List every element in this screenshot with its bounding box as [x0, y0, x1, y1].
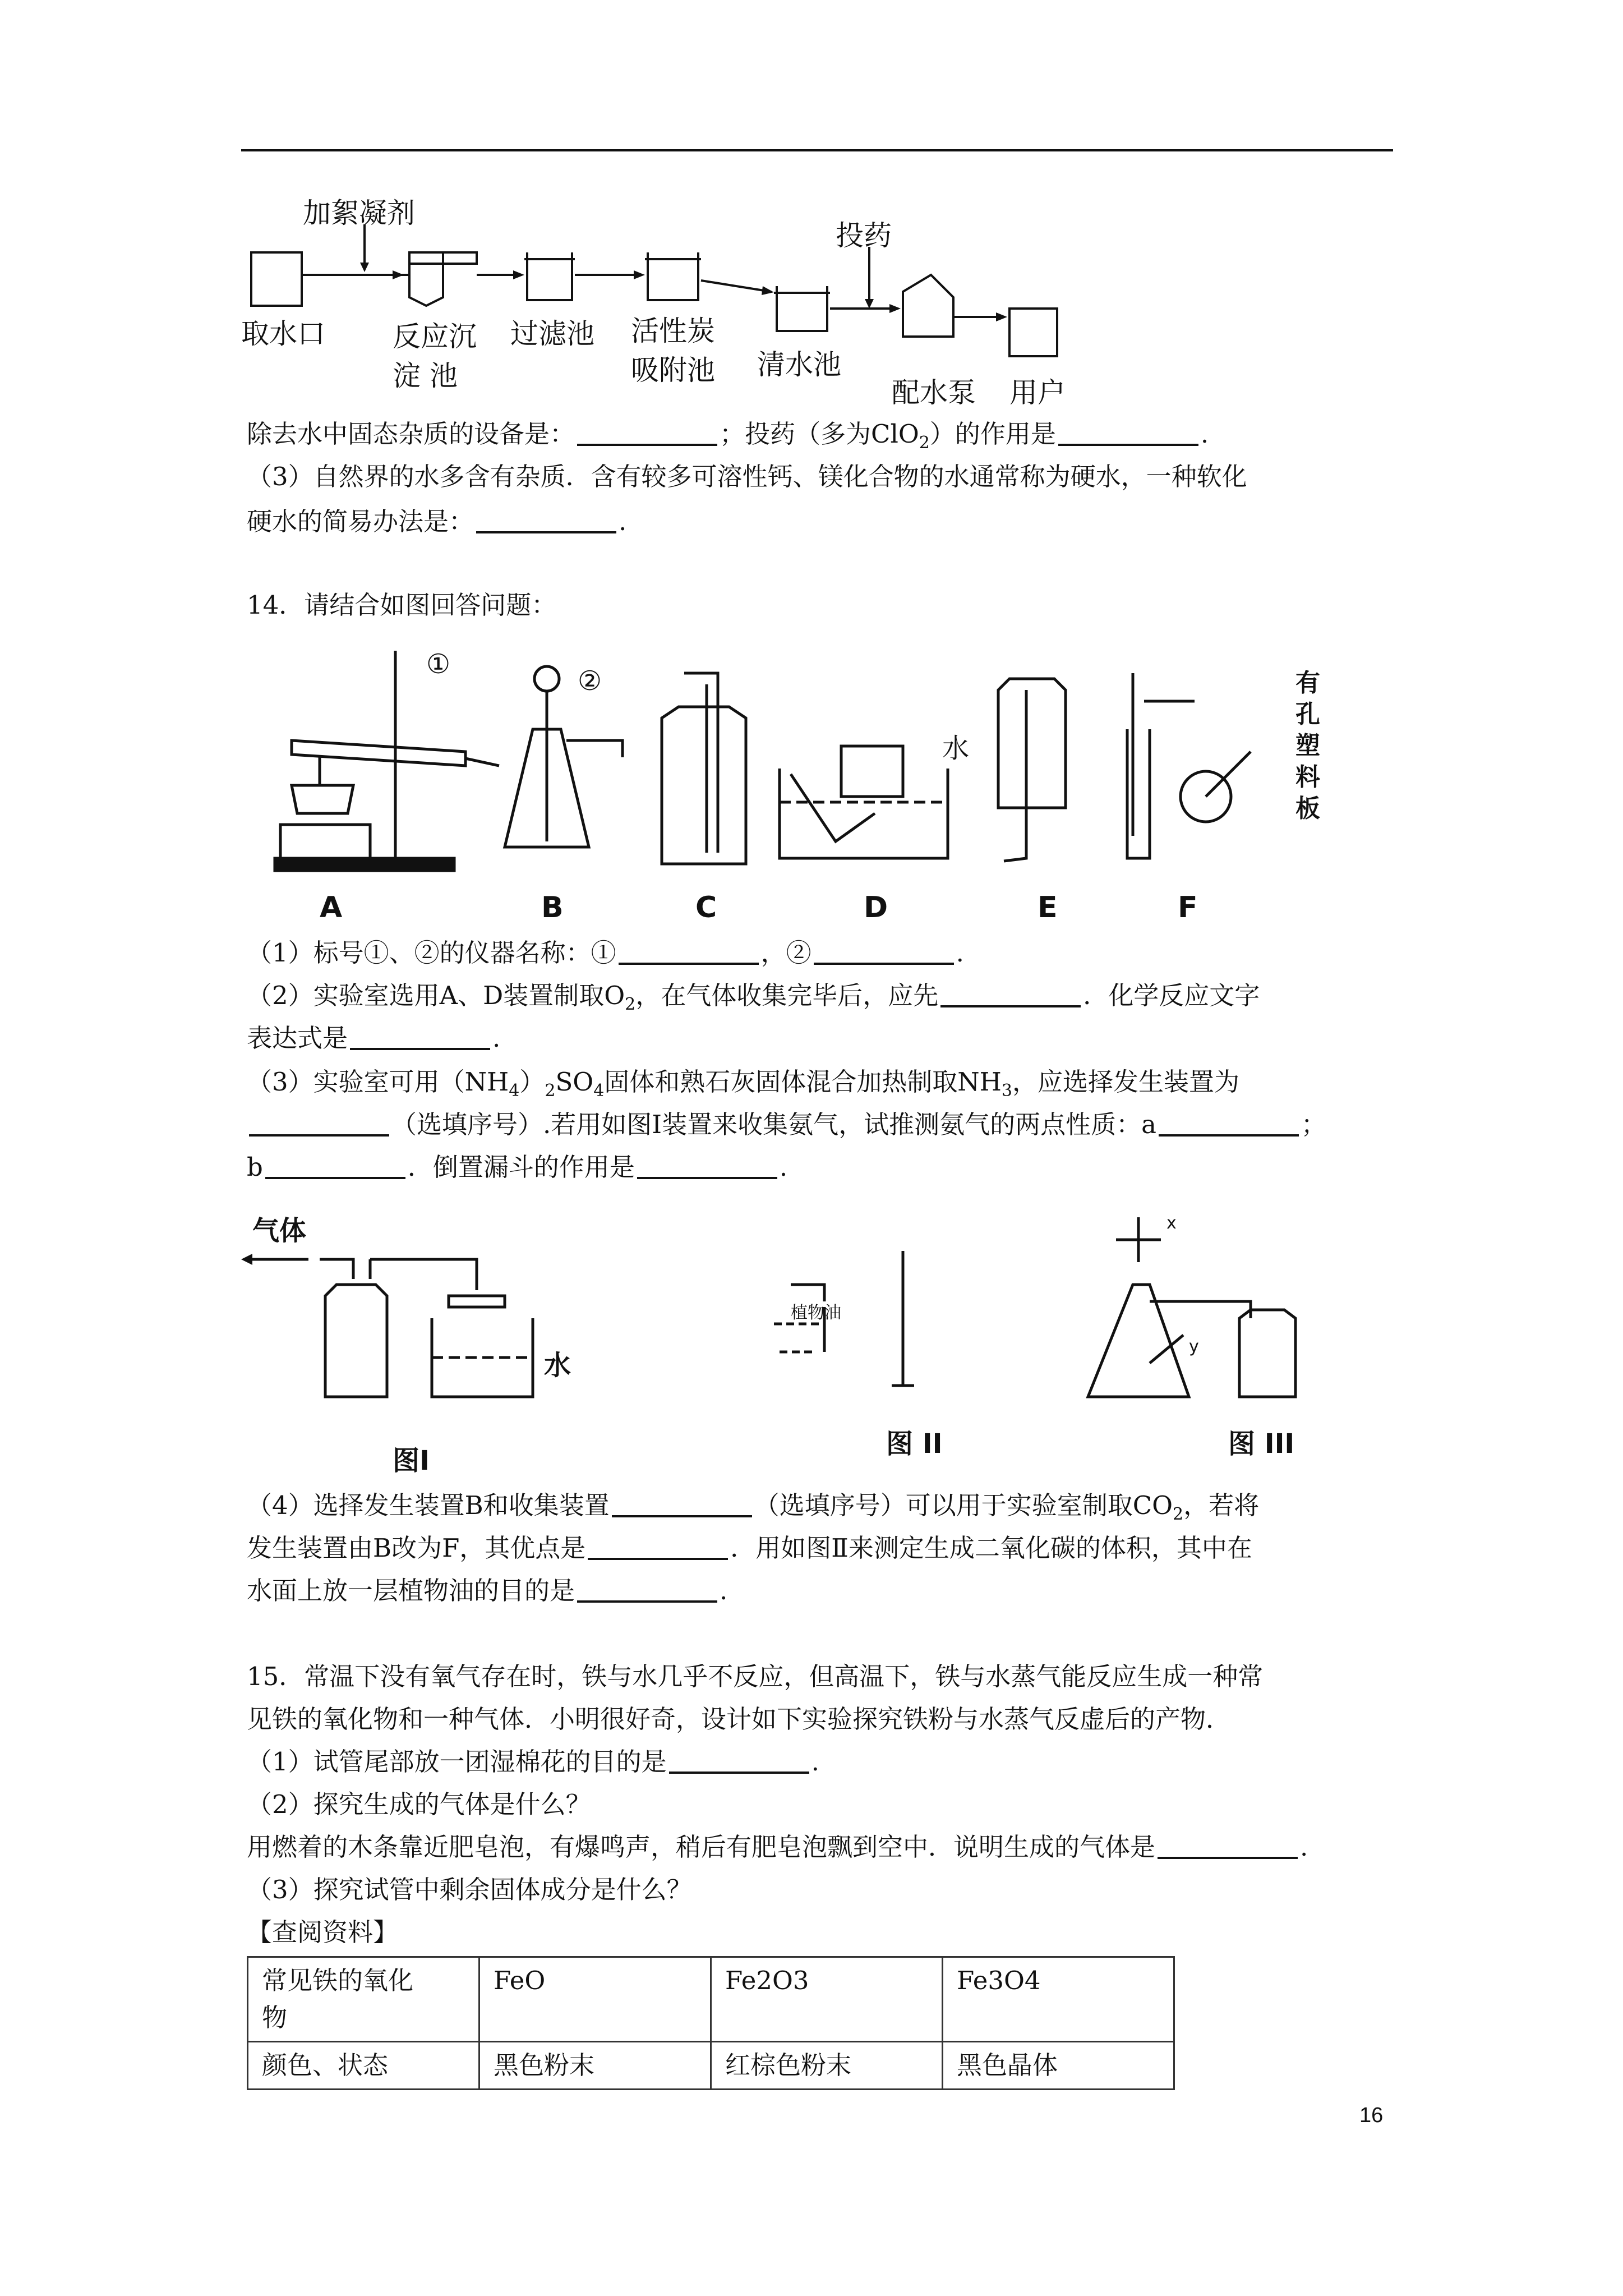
q15-line4: （2）探究生成的气体是什么？	[247, 1789, 591, 1819]
answer-blank[interactable]	[249, 1112, 389, 1137]
q15-line6: （3）探究试管中剩余固体成分是什么？	[247, 1875, 692, 1904]
table-cell: FeO	[479, 1957, 711, 2042]
apparatus-label: F	[1178, 891, 1198, 924]
answer-blank[interactable]	[350, 1025, 490, 1050]
q14-p1: （1）标号①、②的仪器名称：① ，② .	[247, 938, 964, 968]
q14-p4: （4）选择发生装置B和收集装置 （选填序号）可以用于实验室制取$CO_2$，若将	[247, 1490, 1260, 1524]
q14-p4-cont2: 水面上放一层植物油的目的是 .	[247, 1576, 728, 1605]
fig3-x-label: x	[1166, 1213, 1177, 1233]
q14-p2-cont: 表达式是 .	[247, 1023, 501, 1053]
answer-blank[interactable]	[265, 1154, 405, 1179]
flow-step: 取水口	[241, 318, 325, 350]
flow-step: 配水泵	[892, 376, 976, 409]
flow-top-label: 加絮凝剂	[303, 197, 415, 229]
figure-label: 图 II	[886, 1428, 943, 1460]
flow-step: 反应沉 淀 池	[393, 320, 477, 392]
answer-blank[interactable]	[1158, 1834, 1298, 1859]
q13-line3: 硬水的简易办法是： .	[247, 507, 627, 536]
fig2-oil-label: 植物油	[791, 1303, 841, 1323]
iron-oxide-table	[247, 1956, 1175, 2090]
table-cell: 颜色、状态	[248, 2042, 479, 2090]
q13-line2: （3）自然界的水多含有杂质．含有较多可溶性钙、镁化合物的水通常称为硬水，一种软化	[247, 462, 1247, 491]
q14-p3-cont: （选填序号）.若用如图Ⅰ装置来收集氨气，试推测氨气的两点性质：a ；	[247, 1103, 1396, 1147]
q15-line3: （1）试管尾部放一团湿棉花的目的是 .	[247, 1747, 819, 1777]
flow-step: 清水池	[757, 348, 841, 381]
q15-line7: 【查阅资料】	[247, 1917, 399, 1947]
gas-collection-figures	[241, 1206, 1380, 1487]
q13-line1: 除去水中固态杂质的设备是： ；投药（多为ClO$_2$）的作用是 .	[247, 419, 1209, 453]
q15-line2: 见铁的氧化物和一种气体．小明很好奇，设计如下实验探究铁粉与水蒸气反虚后的产物．	[247, 1704, 1232, 1734]
apparatus-label: C	[695, 891, 717, 924]
answer-blank[interactable]	[814, 940, 954, 965]
flow-add-label: 投药	[836, 219, 892, 252]
table-row	[248, 2042, 1174, 2090]
table-cell: 常见铁的氧化 物	[248, 1957, 479, 2042]
answer-blank[interactable]	[940, 983, 1081, 1007]
q14-p3: （3）实验室可用$(NH_4)_2SO_4$固体和熟石灰固体混合加热制取$NH_3$，应选择发生装置为	[247, 1067, 1240, 1101]
figure-label: 图 III	[1228, 1428, 1295, 1460]
answer-blank[interactable]	[588, 1535, 728, 1560]
figure-label: 图I	[393, 1445, 430, 1476]
answer-blank[interactable]	[637, 1154, 777, 1179]
answer-blank[interactable]	[577, 1578, 717, 1603]
marker-2: ②	[578, 665, 602, 697]
fig3-y-label: y	[1189, 1337, 1199, 1356]
q14-p4-cont: 发生装置由B改为F，其优点是 ．用如图Ⅱ来测定生成二氧化碳的体积，其中在	[247, 1533, 1252, 1563]
answer-blank[interactable]	[476, 509, 616, 533]
table-cell: Fe2O3	[711, 1957, 943, 2042]
table-row	[248, 1957, 1174, 2042]
q15-line5: 用燃着的木条靠近肥皂泡，有爆鸣声，稍后有肥皂泡飘到空中．说明生成的气体是 .	[247, 1832, 1308, 1862]
apparatus-figure	[241, 639, 1380, 931]
fig1-gas-label: 气体	[252, 1215, 307, 1246]
water-treatment-flowchart	[241, 191, 1138, 426]
answer-blank[interactable]	[1058, 421, 1198, 446]
plate-label: 有 孔 塑 料 板	[1295, 669, 1320, 823]
answer-blank[interactable]	[619, 940, 759, 965]
apparatus-label: D	[864, 891, 888, 924]
q15-line1: 15．常温下没有氧气存在时，铁与水几乎不反应，但高温下，铁与水蒸气能反应生成一种常	[247, 1662, 1264, 1691]
header-rule	[241, 149, 1393, 151]
table-cell: Fe3O4	[943, 1957, 1174, 2042]
q14-p3-cont2: b ．倒置漏斗的作用是 .	[247, 1152, 788, 1182]
table-cell: 黑色粉末	[479, 2042, 711, 2090]
table-cell: 黑色晶体	[943, 2042, 1174, 2090]
marker-1: ①	[426, 648, 451, 680]
q14-title: 14．请结合如图回答问题：	[247, 590, 557, 620]
water-label: 水	[942, 733, 970, 764]
answer-blank[interactable]	[1159, 1112, 1299, 1137]
answer-blank[interactable]	[669, 1749, 809, 1774]
fig1-water-label: 水	[544, 1350, 571, 1381]
q14-p2: （2）实验室选用A、D装置制取$O_2$，在气体收集完毕后，应先 ．化学反应文字	[247, 981, 1260, 1014]
page-number: 16	[1359, 2104, 1384, 2127]
answer-blank[interactable]	[577, 421, 717, 446]
answer-blank[interactable]	[612, 1493, 752, 1517]
apparatus-label: A	[320, 891, 343, 924]
flow-step: 用户	[1009, 376, 1066, 409]
apparatus-label: B	[541, 891, 564, 924]
table-cell: 红棕色粉末	[711, 2042, 943, 2090]
flow-step: 过滤池	[510, 318, 594, 350]
apparatus-label: E	[1038, 891, 1058, 924]
flow-step: 活性炭 吸附池	[631, 315, 715, 386]
